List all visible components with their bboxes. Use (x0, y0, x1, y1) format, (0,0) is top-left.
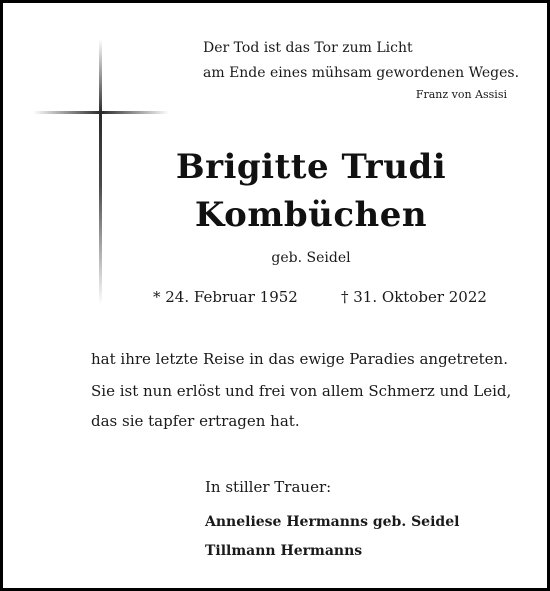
quote-author: Franz von Assisi (415, 88, 507, 101)
deceased-last-name: Kombüchen (194, 195, 428, 235)
quote-line-2: am Ende eines mühsam gewordenen Weges. (203, 65, 520, 81)
birth-date: * 24. Februar 1952 (153, 288, 298, 306)
quote-line-1: Der Tod ist das Tor zum Licht (203, 40, 413, 56)
mourner-name-1: Anneliese Hermanns geb. Seidel (205, 514, 460, 530)
message-line-3: das sie tapfer ertragen hat. (91, 412, 300, 430)
mourner-name-2: Tillmann Hermanns (205, 543, 363, 559)
birth-name: geb. Seidel (271, 250, 351, 266)
deceased-first-names: Brigitte Trudi (175, 147, 447, 187)
death-date: † 31. Oktober 2022 (341, 288, 487, 306)
mourning-intro: In stiller Trauer: (205, 478, 332, 496)
message-line-1: hat ihre letzte Reise in das ewige Paradies angetreten. (91, 350, 508, 368)
message-line-2: Sie ist nun erlöst und frei von allem Schmerz und Leid, (91, 382, 512, 400)
